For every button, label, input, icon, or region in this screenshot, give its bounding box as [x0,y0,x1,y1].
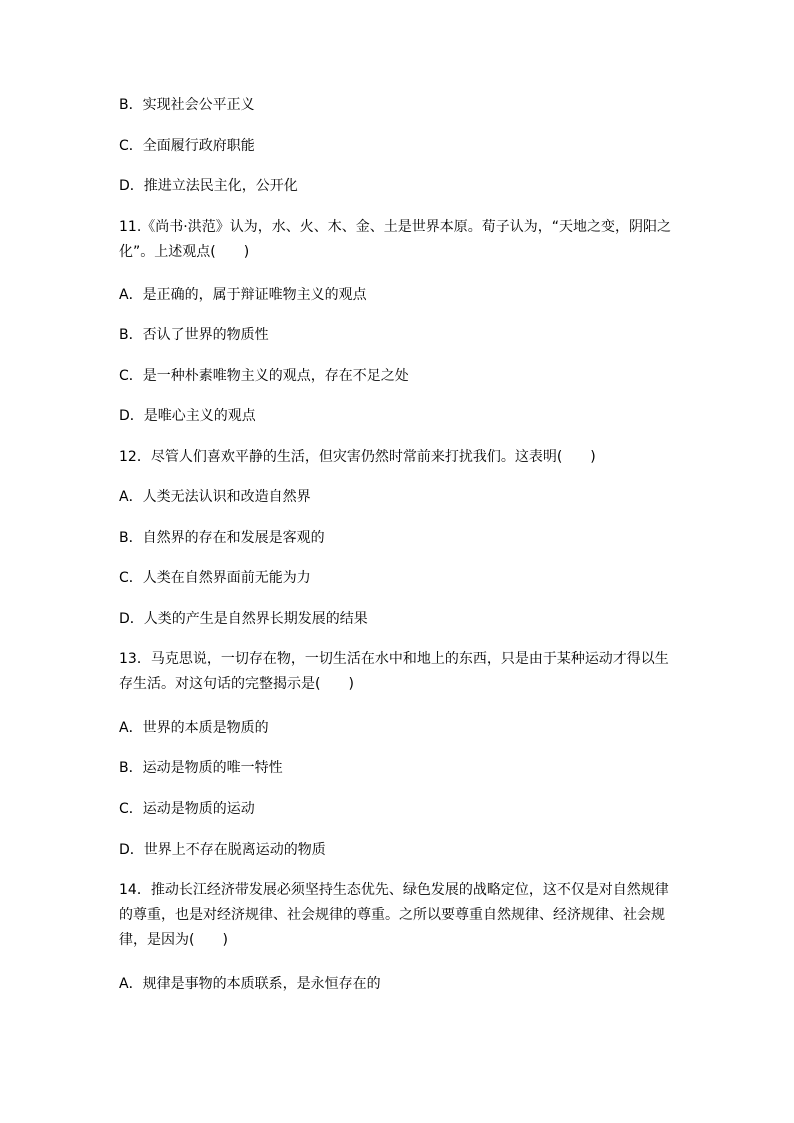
option-a-q12: A．人类无法认识和改造自然界 [119,489,311,505]
option-c-q13: C．运动是物质的运动 [119,801,255,817]
option-b-q13: B．运动是物质的唯一特性 [119,760,283,776]
question-13: 13．马克思说，一切存在物，一切生活在水中和地上的东西，只是由于某种运动才得以生存生活。对这句话的完整揭示是( ) [119,651,669,692]
option-d-q10: D．推进立法民主化，公开化 [119,178,298,194]
option-a-q11: A．是正确的，属于辩证唯物主义的观点 [119,287,367,303]
option-a-q13: A．世界的本质是物质的 [119,720,269,736]
option-c-q10: C．全面履行政府职能 [119,138,255,154]
option-d-q12: D．人类的产生是自然界长期发展的结果 [119,611,368,627]
option-a-q14: A．规律是事物的本质联系，是永恒存在的 [119,976,381,992]
question-14: 14．推动长江经济带发展必须坚持生态优先、绿色发展的战略定位，这不仅是对自然规律的尊重，也是对经济规律、社会规律的尊重。之所以要尊重自然规律、经济规律、社会规律，是因为( ) [119,882,669,948]
question-11: 11.《尚书·洪范》认为，水、火、木、金、土是世界本原。荀子认为，“天地之变，阴阳之化”。上述观点( ) [119,219,671,260]
option-c-q11: C．是一种朴素唯物主义的观点，存在不足之处 [119,368,409,384]
option-d-q11: D．是唯心主义的观点 [119,408,256,424]
option-b-q11: B．否认了世界的物质性 [119,327,269,343]
option-d-q13: D．世界上不存在脱离运动的物质 [119,842,326,858]
question-12: 12．尽管人们喜欢平静的生活，但灾害仍然时常前来打扰我们。这表明( ) [119,449,596,465]
option-b-q12: B．自然界的存在和发展是客观的 [119,530,325,546]
option-c-q12: C．人类在自然界面前无能为力 [119,570,311,586]
option-b-q10: B．实现社会公平正义 [119,97,255,113]
